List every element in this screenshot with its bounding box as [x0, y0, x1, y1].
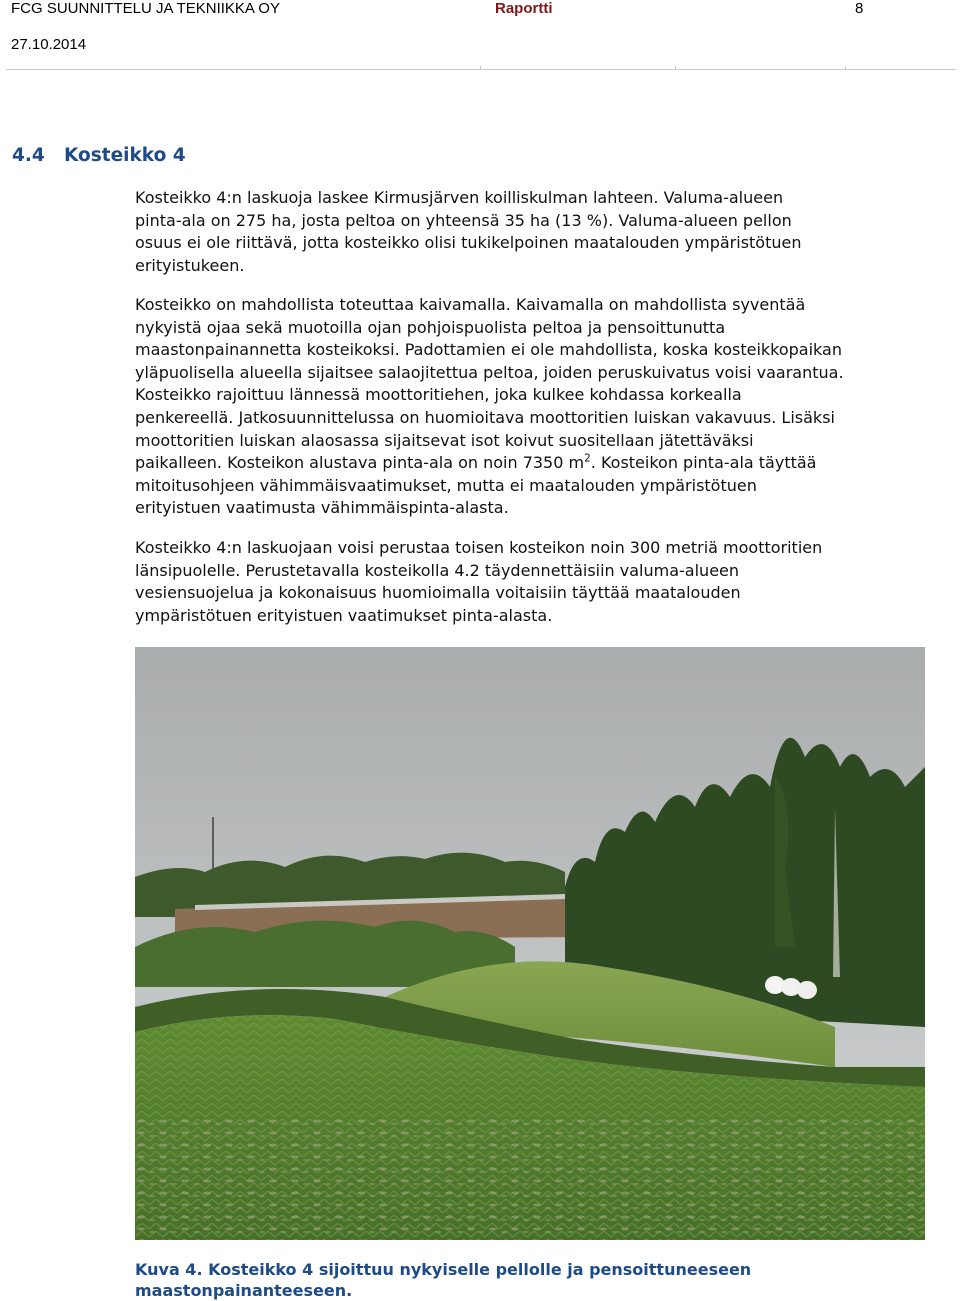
- text-line: erityistukeen.: [135, 255, 245, 275]
- section-heading: [12, 145, 186, 166]
- caption-line: maastonpainanteeseen.: [135, 1281, 353, 1300]
- wetland-site-photo: [135, 647, 925, 1240]
- header-rule: [6, 69, 956, 70]
- paragraph-construction: [135, 294, 955, 520]
- text-line: penkereellä. Jatkosuunnittelussa on huomioitava moottoritien luiskan vakavuus. Lisäksi: [135, 407, 835, 427]
- area-unit-superscript: 2: [584, 452, 591, 465]
- text-line: Kosteikko on mahdollista toteuttaa kaivamalla. Kaivamalla on mahdollista syventää: [135, 295, 806, 314]
- text-line: yläpuolisella alueella sijaitsee salaojitettua peltoa, joiden peruskuivatus voisi vaarantua.: [135, 362, 844, 382]
- text-line: Kosteikko 4:n laskuoja laskee Kirmusjärven koilliskulman lahteen. Valuma-alueen: [135, 188, 784, 207]
- caption-line: Kuva 4. Kosteikko 4 sijoittuu nykyiselle pellolle ja pensoittuneeseen: [135, 1260, 752, 1279]
- figure-caption: [135, 1259, 935, 1301]
- text-line: Kosteikko 4:n laskuojaan voisi perustaa toisen kosteikon noin 300 metriä moottoritien: [135, 538, 823, 557]
- header-rule-tick: [480, 66, 481, 70]
- header-page-number: 8: [855, 0, 864, 17]
- section-number: 4.4: [12, 145, 45, 166]
- text-line: . Kosteikon pinta-ala täyttää: [590, 453, 817, 473]
- section-title: Kosteikko 4: [64, 145, 186, 166]
- text-line: pinta-ala on 275 ha, josta peltoa on yhteensä 35 ha (13 %). Valuma-alueen pellon: [135, 210, 792, 230]
- header-rule-tick: [845, 66, 846, 70]
- header-rule-tick: [675, 66, 676, 70]
- text-line: moottoritien luiskan alaosassa sijaitsevat isot koivut suositellaan jätettäväksi: [135, 430, 754, 450]
- text-line: osuus ei ole riittävä, jotta kosteikko olisi tukikelpoinen maatalouden ympäristötuen: [135, 233, 802, 253]
- text-line: ympäristötuen erityistuen vaatimukset pinta-alasta.: [135, 605, 553, 625]
- paragraph-catchment: [135, 187, 955, 277]
- text-line: vesiensuojelua ja kokonaisuus huomioimalla voitaisiin täyttää maatalouden: [135, 583, 741, 603]
- text-line: Kosteikko rajoittuu lännessä moottoritiehen, joka kulkee kohdassa korkealla: [135, 385, 742, 405]
- header-date: 27.10.2014: [11, 36, 87, 53]
- text-line: länsipuolelle. Perustetavalla kosteikolla 4.2 täydennettäisiin valuma-alueen: [135, 560, 740, 580]
- text-line: mitoitusohjeen vähimmäisvaatimukset, mutta ei maatalouden ympäristötuen: [135, 475, 757, 495]
- landscape-illustration: [135, 647, 925, 1240]
- text-line: erityistuen vaatimusta vähimmäispinta-alasta.: [135, 498, 509, 518]
- paragraph-second-wetland: [135, 537, 955, 627]
- text-line: maastonpainannetta kosteikoksi. Padottamien ei ole mahdollista, koska kosteikkopaikan: [135, 340, 842, 360]
- text-line: nykyistä ojaa sekä muotoilla ojan pohjoispuolista peltoa ja pensoittunutta: [135, 317, 726, 337]
- header-company: FCG SUUNNITTELU JA TEKNIIKKA OY: [11, 0, 280, 17]
- header-document-type: Raportti: [495, 0, 553, 17]
- text-line: paikalleen. Kosteikon alustava pinta-ala on noin 7350 m: [135, 453, 585, 473]
